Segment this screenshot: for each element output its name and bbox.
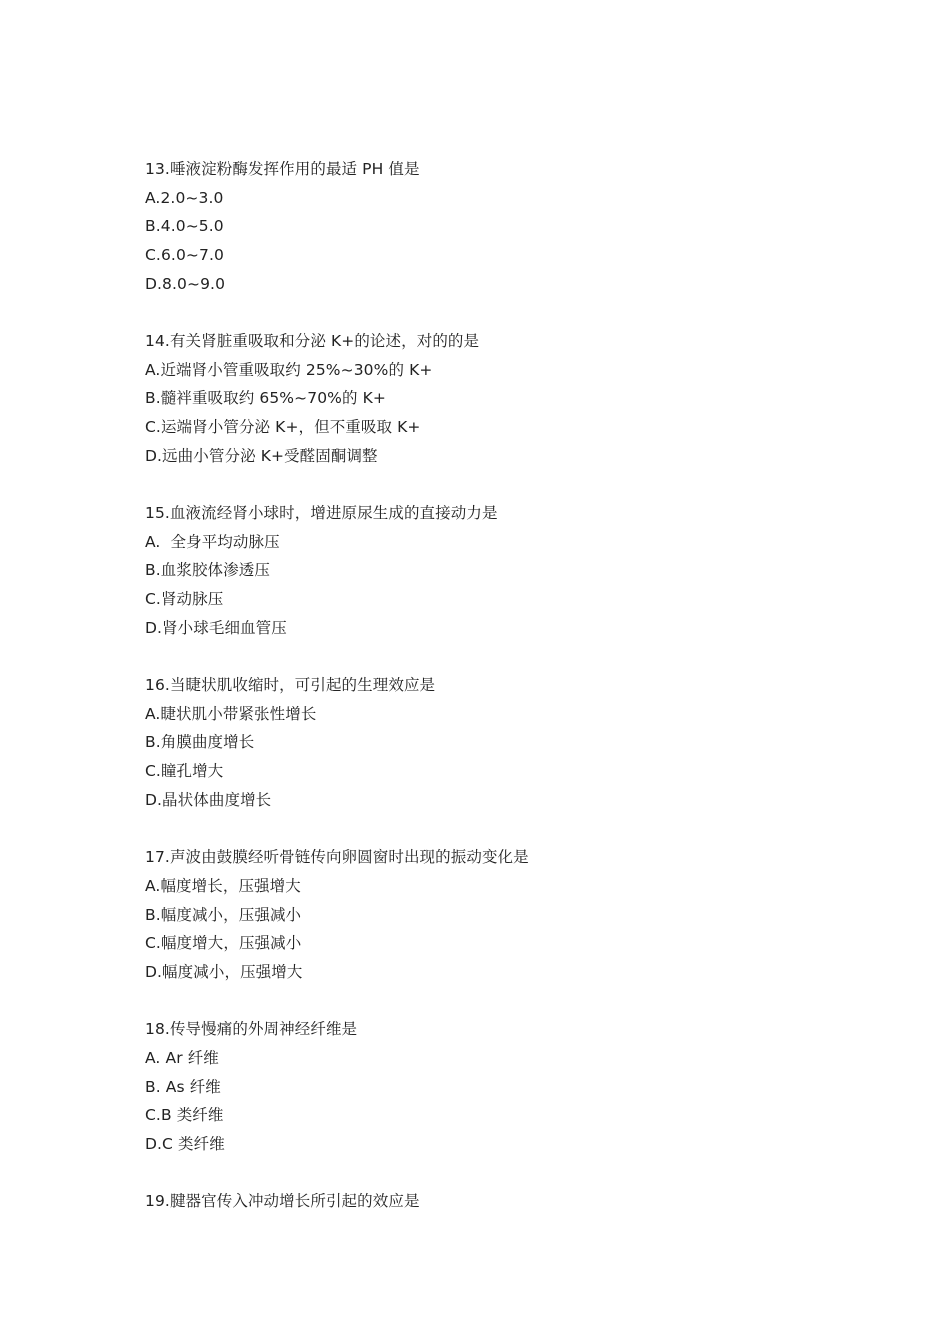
question-stem: 19.腱器官传入冲动增长所引起的效应是	[145, 1192, 420, 1211]
option-a: A. Ar 纤维	[145, 1048, 219, 1067]
option-c: C.B 类纤维	[145, 1106, 224, 1125]
option-d: D.远曲小管分泌 K+受醛固酮调整	[145, 446, 378, 465]
question-stem: 15.血液流经肾小球时，增进原尿生成的直接动力是	[145, 504, 498, 523]
option-a: A.近端肾小管重吸取约 25%~30%的 K+	[145, 360, 433, 379]
option-a: A. 全身平均动脉压	[145, 532, 280, 551]
option-b: B.4.0~5.0	[145, 217, 224, 236]
option-c: C.幅度增大，压强减小	[145, 934, 302, 953]
option-a: A.睫状肌小带紧张性增长	[145, 704, 317, 723]
option-d: D.肾小球毛细血管压	[145, 618, 287, 637]
document-page	[145, 155, 845, 1244]
question-stem: 14.有关肾脏重吸取和分泌 K+的论述，对的的是	[145, 332, 480, 351]
option-d: D.C 类纤维	[145, 1134, 225, 1153]
option-d: D.幅度减小，压强增大	[145, 962, 303, 981]
question-15	[145, 499, 845, 642]
option-c: C.瞳孔增大	[145, 762, 224, 781]
option-a: A.幅度增长，压强增大	[145, 876, 301, 895]
option-d: D.8.0~9.0	[145, 274, 226, 293]
question-16	[145, 671, 845, 814]
question-18	[145, 1015, 845, 1158]
question-stem: 13.唾液淀粉酶发挥作用的最适 PH 值是	[145, 160, 420, 178]
option-b: B.髓袢重吸取约 65%~70%的 K+	[145, 389, 386, 408]
option-c: C.运端肾小管分泌 K+，但不重吸取 K+	[145, 418, 421, 437]
question-stem: 16.当睫状肌收缩时，可引起的生理效应是	[145, 676, 436, 695]
question-13	[145, 155, 845, 298]
question-stem: 18.传导慢痛的外周神经纤维是	[145, 1020, 358, 1039]
option-d: D.晶状体曲度增长	[145, 790, 272, 809]
option-b: B. As 纤维	[145, 1077, 221, 1096]
question-17	[145, 843, 845, 986]
option-b: B.幅度减小，压强减小	[145, 905, 302, 924]
question-stem: 17.声波由鼓膜经听骨链传向卵圆窗时出现的振动变化是	[145, 848, 529, 867]
option-a: A.2.0~3.0	[145, 188, 224, 207]
question-19	[145, 1187, 845, 1216]
question-14	[145, 327, 845, 470]
option-b: B.角膜曲度增长	[145, 733, 255, 752]
option-c: C.6.0~7.0	[145, 246, 224, 265]
option-b: B.血浆胶体渗透压	[145, 561, 270, 580]
option-c: C.肾动脉压	[145, 590, 224, 609]
